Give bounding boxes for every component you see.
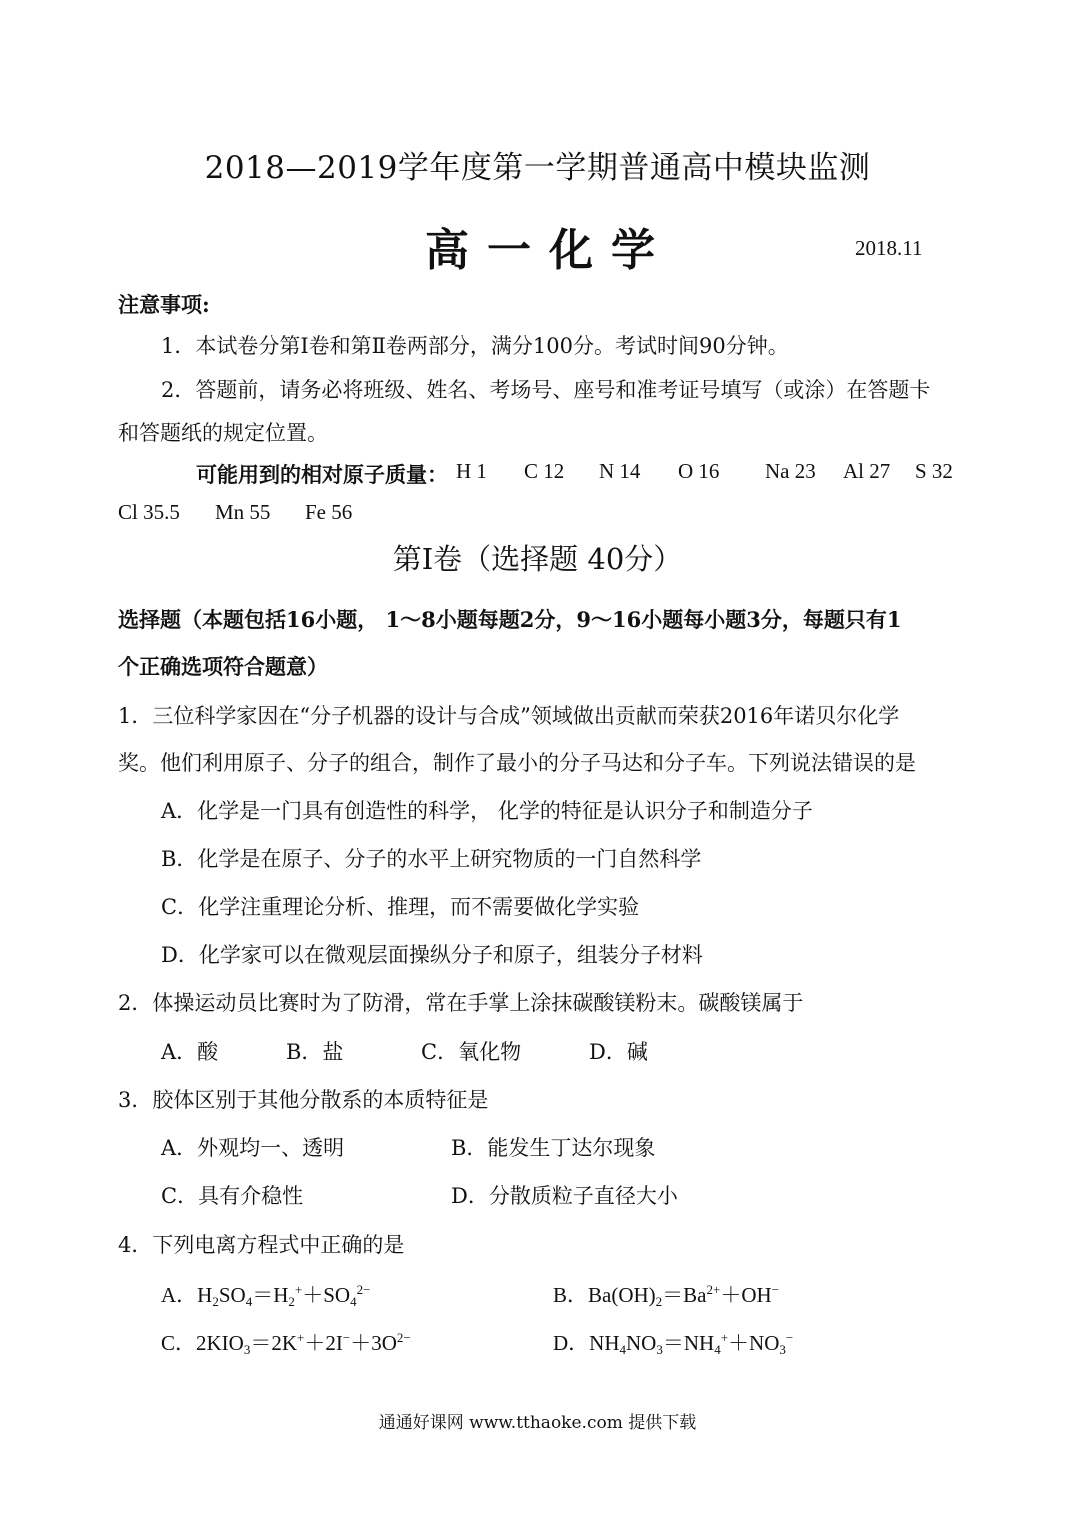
section-title: 第Ⅰ卷（选择题 40分） — [392, 542, 683, 576]
notice-item-2-line1: 2．答题前，请务必将班级、姓名、考场号、座号和准考证号填写（或涂）在答题卡 — [161, 378, 931, 402]
atomic-mass-label: 可能用到的相对原子质量： — [196, 462, 448, 487]
q2-option-d: D．碱 — [589, 1040, 648, 1064]
option-label: A． — [161, 1283, 198, 1307]
atomic-mass-na: Na 23 — [765, 459, 816, 483]
q1-option-a: A．化学是一门具有创造性的科学， 化学的特征是认识分子和制造分子 — [161, 799, 813, 823]
q1-option-d: D．化学家可以在微观层面操纵分子和原子，组装分子材料 — [161, 943, 703, 967]
q4-option-b: B．$Ba(OH)_2=Ba^{2+}+OH^-$ — [553, 1282, 780, 1309]
notice-item-2-line2: 和答题纸的规定位置。 — [118, 421, 328, 445]
q2-option-a: A．酸 — [161, 1040, 219, 1064]
atomic-mass-c: C 12 — [524, 459, 565, 483]
q1-stem-line2: 奖。他们利用原子、分子的组合，制作了最小的分子马达和分子车。下列说法错误的是 — [118, 751, 916, 775]
q2-option-c: C．氧化物 — [421, 1040, 522, 1064]
atomic-mass-al: Al 27 — [843, 459, 891, 483]
exam-date: 2018.11 — [855, 236, 923, 260]
q3-option-d: D．分散质粒子直径大小 — [451, 1184, 678, 1208]
q4-stem: 4．下列电离方程式中正确的是 — [118, 1233, 405, 1257]
option-label: B． — [553, 1283, 589, 1307]
q1-option-b: B．化学是在原子、分子的水平上研究物质的一门自然科学 — [161, 847, 702, 871]
atomic-mass-mn: Mn 55 — [215, 500, 271, 524]
section-instructions-line1: 选择题（本题包括16小题， 1～8小题每题2分，9～16小题每小题3分，每题只有1 — [118, 607, 902, 632]
option-label: C． — [161, 1331, 197, 1355]
notice-item-1: 1．本试卷分第Ⅰ卷和第Ⅱ卷两部分，满分100分。考试时间90分钟。 — [161, 334, 789, 358]
q1-option-c: C．化学注重理论分析、推理，而不需要做化学实验 — [161, 895, 640, 919]
atomic-mass-n: N 14 — [599, 459, 641, 483]
q4-option-a: A．$H_2SO_4=H_2^++SO_4^{2-}$ — [161, 1282, 371, 1309]
subject-title: 高一化学 — [425, 225, 673, 276]
q2-stem: 2．体操运动员比赛时为了防滑，常在手掌上涂抹碳酸镁粉末。碳酸镁属于 — [118, 991, 804, 1015]
atomic-mass-o: O 16 — [678, 459, 720, 483]
atomic-mass-h: H 1 — [456, 459, 487, 483]
exam-title: 2018—2019学年度第一学期普通高中模块监测 — [204, 150, 871, 186]
q3-option-a: A．外观均一、透明 — [161, 1136, 345, 1160]
q4-option-d: D．$NH_4NO_3=NH_4^++NO_3^-$ — [553, 1330, 794, 1357]
option-label: D． — [553, 1331, 590, 1355]
atomic-mass-s: S 32 — [915, 459, 953, 483]
notice-heading: 注意事项: — [118, 292, 210, 317]
atomic-mass-cl: Cl 35.5 — [118, 500, 180, 524]
q4-option-c: C．$2KIO_3=2K^++2I^-+3O^{2-}$ — [161, 1330, 411, 1357]
footer-text: 通通好课网 www.tthaoke.com 提供下载 — [378, 1413, 697, 1433]
q1-stem-line1: 1．三位科学家因在“分子机器的设计与合成”领域做出贡献而荣获2016年诺贝尔化学 — [118, 704, 900, 728]
section-instructions-line2: 个正确选项符合题意） — [118, 654, 328, 679]
q2-option-b: B．盐 — [286, 1040, 344, 1064]
q3-stem: 3．胶体区别于其他分散系的本质特征是 — [118, 1088, 489, 1112]
atomic-mass-fe: Fe 56 — [305, 500, 353, 524]
q3-option-c: C．具有介稳性 — [161, 1184, 304, 1208]
q3-option-b: B．能发生丁达尔现象 — [451, 1136, 656, 1160]
